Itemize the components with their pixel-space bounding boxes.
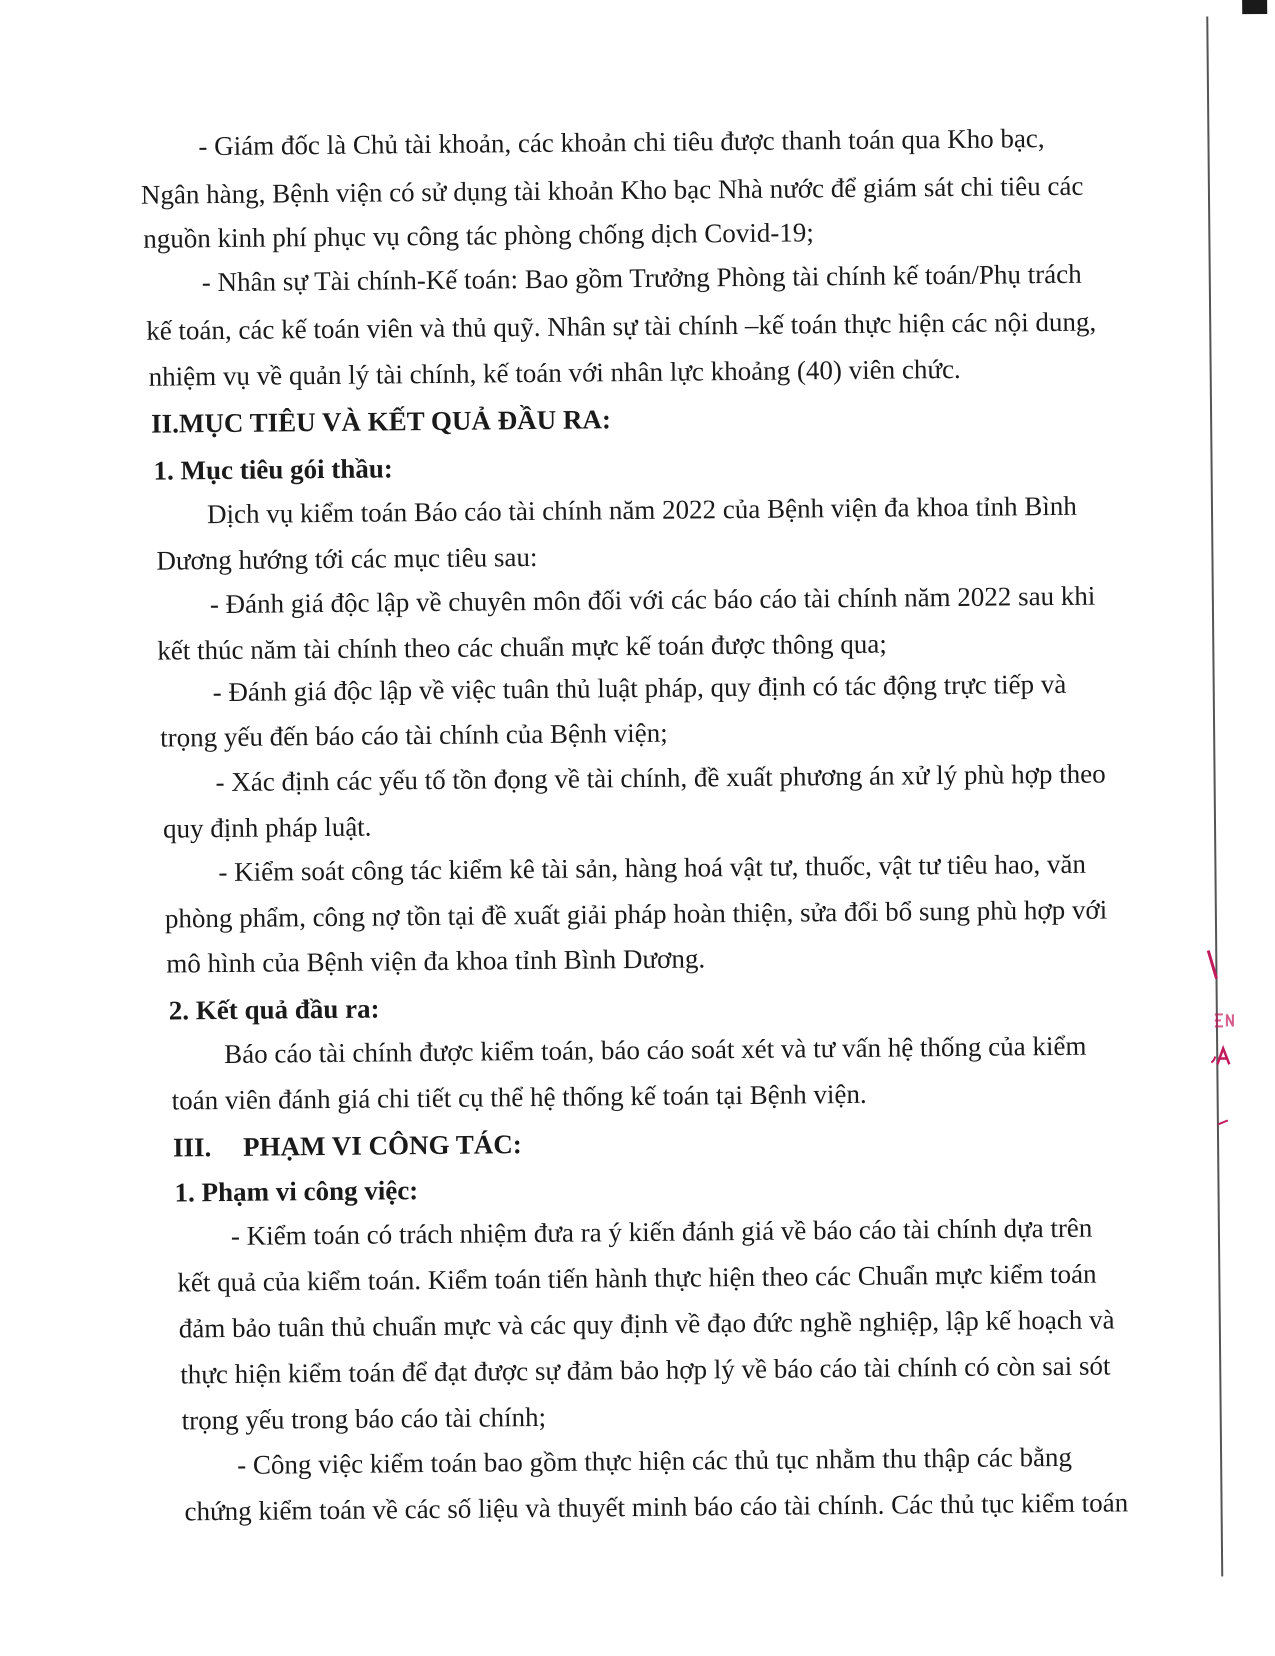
body-line: phòng phẩm, công nợ tồn tại đề xuất giải pháp hoàn thiện, sửa đổi bổ sung phù hợp với bbox=[164, 894, 1108, 934]
body-line: - Đánh giá độc lập về chuyên môn đối với các báo cáo tài chính năm 2022 sau khi bbox=[209, 580, 1096, 620]
body-line: quy định pháp luật. bbox=[162, 811, 372, 844]
body-line: đảm bảo tuân thủ chuẩn mực và các quy định về đạo đức nghề nghiệp, lập kế hoạch và bbox=[178, 1304, 1115, 1344]
body-line: - Kiểm toán có trách nhiệm đưa ra ý kiến đánh giá về báo cáo tài chính dựa trên bbox=[230, 1212, 1093, 1251]
body-line: thực hiện kiểm toán để đạt được sự đảm bảo hợp lý về báo cáo tài chính có còn sai sót bbox=[180, 1350, 1111, 1390]
body-line: nguồn kinh phí phục vụ công tác phòng chống dịch Covid-19; bbox=[143, 217, 814, 254]
body-line: kết quả của kiểm toán. Kiểm toán tiến hành thực hiện theo các Chuẩn mực kiểm toán bbox=[177, 1258, 1097, 1298]
body-line: trọng yếu đến báo cáo tài chính của Bệnh viện; bbox=[159, 717, 668, 753]
scan-edge-line bbox=[1206, 17, 1223, 1577]
body-line: trọng yếu trong báo cáo tài chính; bbox=[181, 1401, 547, 1436]
subsection-heading: 1. Phạm vi công việc: bbox=[174, 1175, 419, 1208]
body-line: nhiệm vụ về quản lý tài chính, kế toán với nhân lực khoảng (40) viên chức. bbox=[148, 353, 961, 392]
body-line: - Đánh giá độc lập về việc tuân thủ luật pháp, quy định có tác động trực tiếp và bbox=[212, 668, 1067, 708]
body-line: - Nhân sự Tài chính-Kế toán: Bao gồm Trưởng Phòng tài chính kế toán/Phụ trách bbox=[201, 258, 1082, 298]
body-line: chứng kiểm toán về các số liệu và thuyết minh báo cáo tài chính. Các thủ tục kiểm toán bbox=[184, 1487, 1129, 1527]
body-line: toán viên đánh giá chi tiết cụ thể hệ thống kế toán tại Bệnh viện. bbox=[171, 1078, 867, 1116]
body-line: Dịch vụ kiểm toán Báo cáo tài chính năm 2022 của Bệnh viện đa khoa tỉnh Bình bbox=[206, 490, 1077, 530]
section-number: III. bbox=[172, 1132, 212, 1163]
subsection-heading: 1. Mục tiêu gói thầu: bbox=[153, 453, 393, 486]
section-heading: II.MỤC TIÊU VÀ KẾT QUẢ ĐẦU RA: bbox=[150, 404, 612, 439]
body-line: - Giám đốc là Chủ tài khoản, các khoản chi tiêu được thanh toán qua Kho bạc, bbox=[198, 123, 1045, 162]
body-line: Dương hướng tới các mục tiêu sau: bbox=[156, 541, 538, 576]
body-line: - Công việc kiểm toán bao gồm thực hiện các thủ tục nhằm thu thập các bằng bbox=[236, 1441, 1073, 1480]
body-line: - Xác định các yếu tố tồn đọng về tài chính, đề xuất phương án xử lý phù hợp theo bbox=[215, 758, 1106, 798]
stamp-fragment bbox=[1186, 944, 1248, 1145]
subsection-heading: 2. Kết quả đầu ra: bbox=[168, 993, 380, 1026]
body-line: kết thúc năm tài chính theo các chuẩn mực kế toán được thông qua; bbox=[157, 628, 887, 666]
section-heading: PHẠM VI CÔNG TÁC: bbox=[242, 1129, 522, 1162]
body-line: mô hình của Bệnh viện đa khoa tỉnh Bình Dương. bbox=[166, 943, 706, 979]
body-line: Báo cáo tài chính được kiểm toán, báo cáo soát xét và tư vấn hệ thống của kiểm bbox=[224, 1030, 1087, 1070]
scan-corner-mark bbox=[1242, 0, 1267, 14]
body-line: - Kiểm soát công tác kiểm kê tài sản, hàng hoá vật tư, thuốc, vật tư tiêu hao, văn bbox=[218, 848, 1087, 888]
body-line: Ngân hàng, Bệnh viện có sử dụng tài khoản Kho bạc Nhà nước để giám sát chi tiêu các bbox=[140, 170, 1084, 210]
body-line: kế toán, các kế toán viên và thủ quỹ. Nhân sự tài chính –kế toán thực hiện các nội dung, bbox=[146, 306, 1097, 346]
